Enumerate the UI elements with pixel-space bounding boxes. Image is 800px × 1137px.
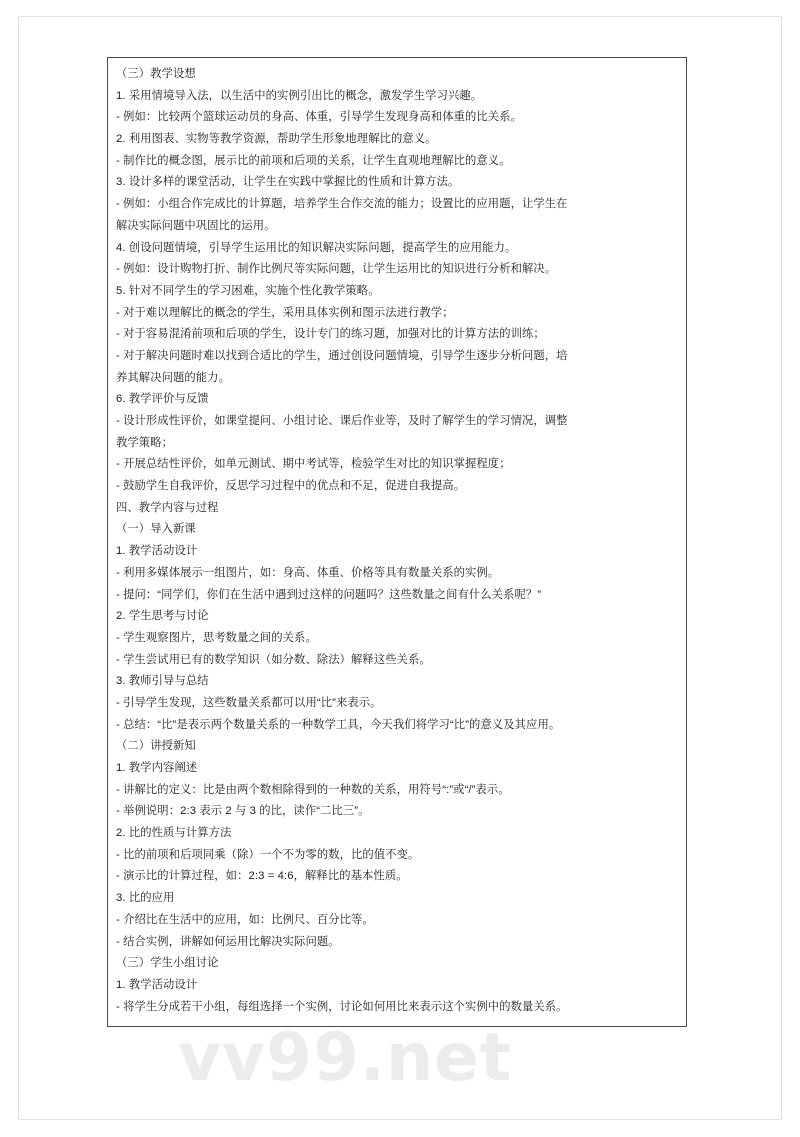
doc-line: （二）讲授新知 xyxy=(116,740,196,753)
doc-line: （三）教学设想 xyxy=(116,68,196,80)
doc-line: - 对于解决问题时难以找到合适比的学生，通过创设问题情境，引导学生逐步分析问题，培 xyxy=(116,349,568,362)
doc-line: - 介绍比在生活中的应用，如：比例尺、百分比等。 xyxy=(116,913,374,926)
doc-line: 四、教学内容与过程 xyxy=(116,501,219,514)
doc-line: - 例如：比较两个篮球运动员的身高、体重，引导学生发现身高和体重的比关系。 xyxy=(116,111,522,124)
doc-line: - 开展总结性评价，如单元测试、期中考试等，检验学生对比的知识掌握程度； xyxy=(116,458,511,471)
doc-line: 解决实际问题中巩固比的运用。 xyxy=(116,219,276,232)
watermark-text: vv99.net xyxy=(178,1019,513,1096)
doc-line: 1. 采用情境导入法，以生活中的实例引出比的概念，激发学生学习兴趣。 xyxy=(116,89,483,102)
doc-line: 3. 比的应用 xyxy=(116,892,175,905)
doc-line: - 利用多媒体展示一组图片，如：身高、体重、价格等具有数量关系的实例。 xyxy=(116,566,500,579)
doc-line: 1. 教学活动设计 xyxy=(116,978,198,991)
doc-line: 1. 教学活动设计 xyxy=(116,545,198,558)
doc-line: （三）学生小组讨论 xyxy=(116,957,219,970)
doc-line: 养其解决问题的能力。 xyxy=(116,371,230,384)
doc-line: - 演示比的计算过程，如：2:3 = 4:6，解释比的基本性质。 xyxy=(116,870,408,883)
doc-line: - 例如：小组合作完成比的计算题，培养学生合作交流的能力；设置比的应用题，让学生在 xyxy=(116,198,568,211)
doc-line: 3. 教师引导与总结 xyxy=(116,675,209,688)
doc-line: 6. 教学评价与反馈 xyxy=(116,393,209,406)
doc-line: - 制作比的概念图，展示比的前项和后项的关系，让学生直观地理解比的意义。 xyxy=(116,154,511,167)
doc-line: - 讲解比的定义：比是由两个数相除得到的一种数的关系，用符号“:”或“/”表示。 xyxy=(116,783,510,796)
doc-line: - 引导学生发现，这些数量关系都可以用“比”来表示。 xyxy=(116,696,382,709)
doc-line: - 提问：“同学们，你们在生活中遇到过这样的问题吗？这些数量之间有什么关系呢？” xyxy=(116,588,542,601)
doc-line: 教学策略； xyxy=(116,436,173,449)
doc-line: - 设计形成性评价，如课堂提问、小组讨论、课后作业等，及时了解学生的学习情况，调整 xyxy=(116,415,568,427)
doc-line: - 将学生分成若干小组，每组选择一个实例，讨论如何用比来表示这个实例中的数量关系。 xyxy=(116,1000,568,1013)
doc-line: 1. 教学内容阐述 xyxy=(116,762,198,774)
lesson-plan-table xyxy=(107,57,687,1027)
doc-line: - 例如：设计购物打折、制作比例尺等实际问题，让学生运用比的知识进行分析和解决。 xyxy=(116,263,557,276)
doc-line: - 结合实例，讲解如何运用比解决实际问题。 xyxy=(116,935,340,948)
doc-line: - 比的前项和后项同乘（除）一个不为零的数，比的值不变。 xyxy=(116,848,420,861)
doc-line: - 对于难以理解比的概念的学生，采用具体实例和图示法进行教学； xyxy=(116,306,454,319)
doc-line: （一）导入新课 xyxy=(116,523,196,536)
doc-line: 4. 创设问题情境，引导学生运用比的知识解决实际问题，提高学生的应用能力。 xyxy=(116,241,517,254)
doc-line: - 总结：“比”是表示两个数量关系的一种数学工具，今天我们将学习“比”的意义及其应用。 xyxy=(116,718,561,731)
doc-line: - 学生观察图片，思考数量之间的关系。 xyxy=(116,631,317,644)
doc-line: - 对于容易混淆前项和后项的学生，设计专门的练习题，加强对比的计算方法的训练； xyxy=(116,328,545,341)
doc-line: 3. 设计多样的课堂活动，让学生在实践中掌握比的性质和计算方法。 xyxy=(116,176,460,189)
doc-line: - 学生尝试用已有的数学知识（如分数、除法）解释这些关系。 xyxy=(116,653,431,666)
doc-line: 2. 利用图表、实物等教学资源，帮助学生形象地理解比的意义。 xyxy=(116,133,437,146)
doc-line: 2. 比的性质与计算方法 xyxy=(116,827,232,840)
doc-line: 2. 学生思考与讨论 xyxy=(116,610,209,623)
doc-line: - 举例说明：2:3 表示 2 与 3 的比，读作“二比三”。 xyxy=(116,805,370,818)
doc-line: - 鼓励学生自我评价，反思学习过程中的优点和不足，促进自我提高。 xyxy=(116,480,466,493)
doc-line: 5. 针对不同学生的学习困难，实施个性化教学策略。 xyxy=(116,284,380,297)
